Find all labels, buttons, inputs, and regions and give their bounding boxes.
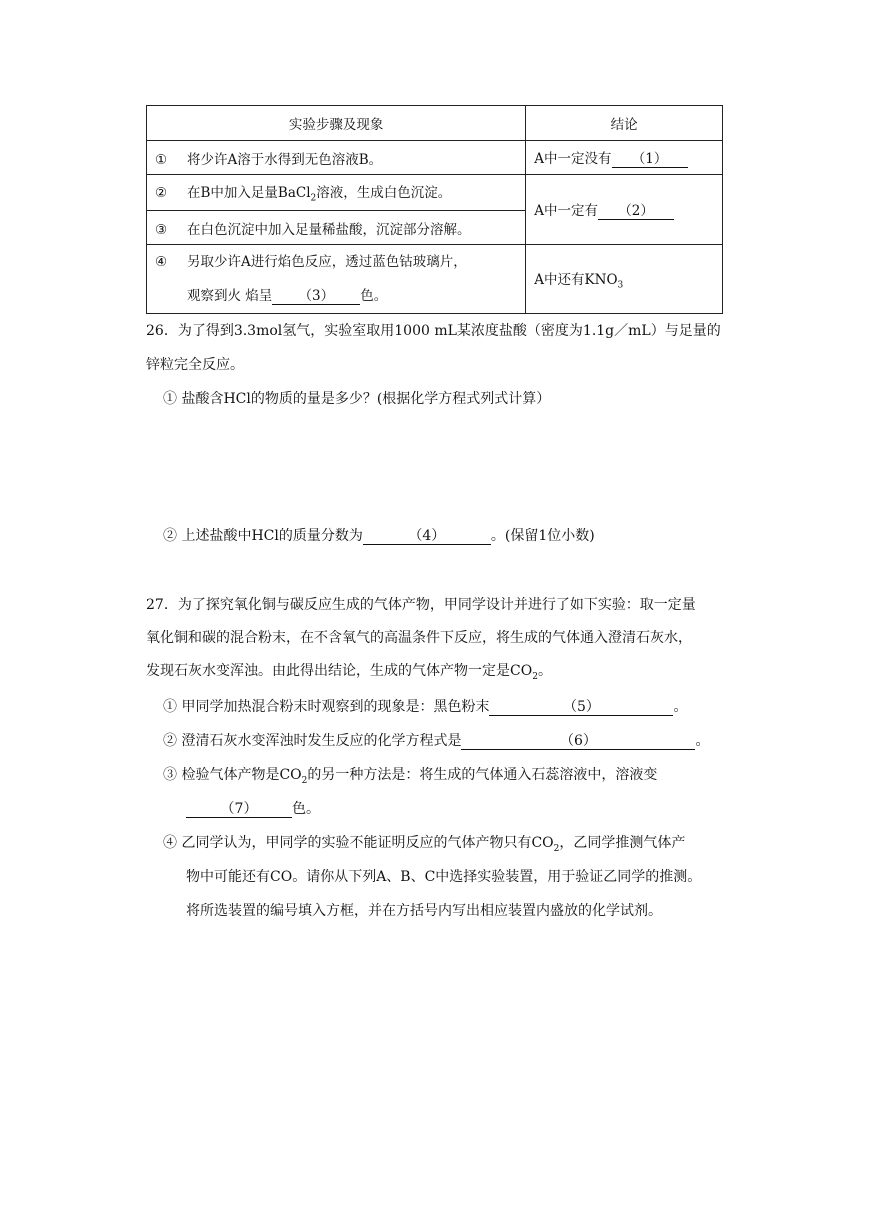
q27-part4-line2: 物中可能还有CO。请你从下列A、B、C中选择实验装置，用于验证乙同学的推测。 (186, 869, 702, 885)
subscript: 2 (301, 775, 308, 786)
q26-part2-text: ② 上述盐酸中HCl的质量分数为 (163, 528, 363, 544)
q27-part-text: ① 甲同学加热混合粉末时观察到的现象是：黑色粉末 (163, 699, 490, 715)
step-text: 在白色沉淀中加入足量稀盐酸，沉淀部分溶解。 (187, 221, 471, 238)
q27-part3-line2 (186, 799, 320, 819)
q27-part3 (163, 765, 657, 791)
subscript: 3 (617, 280, 624, 291)
q27-part4-line1 (163, 833, 685, 859)
q27-part-text: ④ 乙同学认为，甲同学的实验不能证明反应的气体产物只有CO (163, 835, 554, 851)
step-text: 将少许A溶于水得到无色溶液B。 (187, 151, 383, 168)
q26-part2 (163, 526, 595, 546)
q26-part1: ① 盐酸含HCl的物质的量是多少？(根据化学方程式列式计算） (163, 391, 551, 407)
q27-part4-line3: 将所选装置的编号填入方框，并在方括号内写出相应装置内盛放的化学试剂。 (186, 903, 662, 919)
table-row (147, 175, 723, 211)
conclusion-cell (526, 245, 723, 314)
table-row (147, 245, 723, 314)
q27-part-text: 。 (673, 699, 688, 715)
step-text: 在B中加入足量BaCl (187, 185, 311, 202)
q27-stem-line3 (146, 661, 552, 687)
step-cell (147, 175, 526, 211)
conclusion-cell (526, 175, 723, 245)
step-text: 色。 (360, 288, 388, 304)
step-text: 观察到火 焰呈 (187, 288, 273, 304)
q27-part1 (163, 697, 687, 717)
table-header-row (147, 106, 723, 141)
step-number: ① (155, 151, 168, 168)
answer-blank-4[interactable]: （4） (363, 528, 491, 545)
step-number: ② (155, 185, 168, 202)
q27-part2 (163, 731, 709, 751)
subscript: 2 (553, 843, 560, 854)
q27-stem-line2: 氧化铜和碳的混合粉末，在不含氧气的高温条件下反应，将生成的气体通入澄清石灰水， (146, 630, 692, 646)
conclusion-cell (526, 141, 723, 175)
table-row (147, 141, 723, 175)
conclusion-text: A中一定没有 (534, 151, 612, 167)
step-text: 溶液，生成白色沉淀。 (316, 185, 452, 202)
q27-stem-text: 。 (537, 663, 552, 679)
answer-blank-1[interactable]: （1） (612, 151, 688, 168)
step-cell (147, 211, 526, 245)
step-cell (147, 245, 526, 314)
conclusion-text: A中一定有 (534, 203, 599, 219)
step-number: ④ (155, 254, 168, 270)
subscript: 2 (532, 671, 538, 682)
answer-blank-7[interactable]: （7） (186, 801, 292, 818)
q26-stem-line1: 26．为了得到3.3mol氢气，实验室取用1000 mL某浓度盐酸（密度为1.1g／mL）与足量的 (146, 323, 721, 339)
experiment-table (146, 105, 723, 314)
subscript: 2 (310, 193, 317, 204)
answer-blank-2[interactable]: （2） (598, 203, 674, 220)
q27-stem-line1: 27．为了探究氧化铜与碳反应生成的气体产物，甲同学设计并进行了如下实验：取一定量 (146, 597, 696, 613)
q27-part-text: 。 (695, 733, 710, 749)
step-number: ③ (155, 221, 168, 238)
q27-part-text: ，乙同学推测气体产 (559, 835, 686, 851)
q27-part-text: ③ 检验气体产物是CO (163, 767, 302, 783)
step-text: 另取少许A进行焰色反应，透过蓝色钴玻璃片， (187, 254, 467, 270)
answer-blank-6[interactable]: （6） (461, 733, 695, 750)
header-conclusion: 结论 (526, 106, 723, 141)
q27-part-text: ② 澄清石灰水变浑浊时发生反应的化学方程式是 (163, 733, 462, 749)
q27-stem-text: 发现石灰水变浑浊。由此得出结论，生成的气体产物一定是CO (146, 663, 533, 679)
q27-part-text: 色。 (292, 801, 320, 817)
answer-blank-5[interactable]: （5） (489, 699, 673, 716)
q27-part-text: 的另一种方法是：将生成的气体通入石蕊溶液中，溶液变 (307, 767, 658, 783)
q26-stem-line2: 锌粒完全反应。 (146, 357, 244, 373)
header-steps: 实验步骤及现象 (147, 106, 526, 141)
answer-blank-3[interactable]: （3） (272, 288, 360, 305)
q26-part2-text: 。(保留1位小数) (490, 528, 595, 544)
step-cell (147, 141, 526, 175)
conclusion-text: A中还有KNO (534, 271, 618, 288)
